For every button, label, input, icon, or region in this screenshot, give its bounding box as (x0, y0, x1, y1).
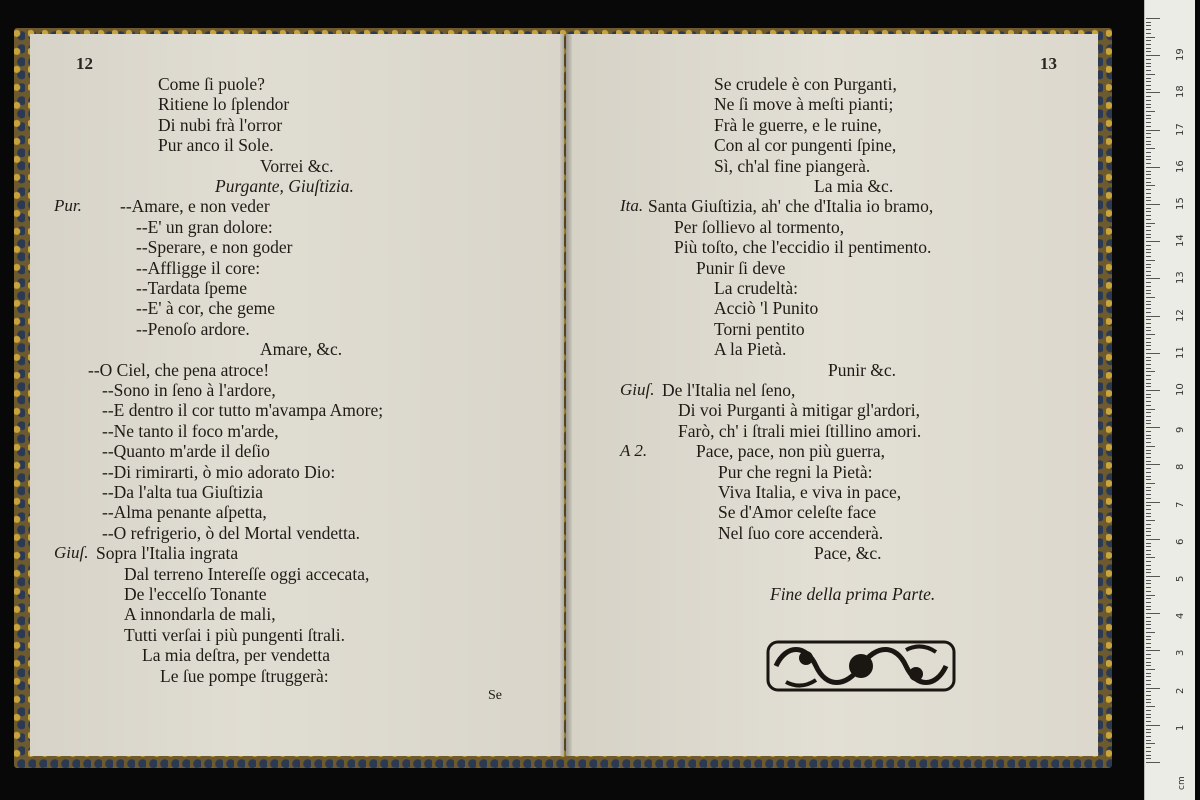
ruler-tick (1146, 275, 1151, 276)
ruler-tick (1146, 130, 1160, 131)
ruler-tick (1146, 89, 1151, 90)
ruler-tick (1146, 323, 1151, 324)
ruler-tick (1146, 271, 1151, 272)
right-page (566, 34, 1098, 756)
ruler-tick (1146, 717, 1151, 718)
ruler-tick (1146, 386, 1151, 387)
ruler-tick (1146, 516, 1151, 517)
ruler-tick (1146, 714, 1151, 715)
ruler-tick (1146, 215, 1151, 216)
ruler-tick (1146, 383, 1151, 384)
ruler-number: 19 (1175, 48, 1186, 62)
ruler-number: 9 (1175, 426, 1186, 434)
verse-line: --Sono in ſeno à l'ardore, (102, 380, 276, 400)
ruler-tick (1146, 353, 1160, 354)
ruler-tick (1146, 420, 1151, 421)
verse-line: Di voi Purganti à mitigar gl'ardori, (678, 400, 920, 421)
ruler-tick (1146, 163, 1151, 164)
ruler-tick (1146, 100, 1151, 101)
verse-line: Pace, pace, non più guerra, (696, 441, 886, 462)
ruler-tick (1146, 676, 1151, 677)
ruler-tick (1146, 450, 1151, 451)
verse-line: Punir ſi deve (696, 257, 786, 278)
ruler-tick (1146, 743, 1155, 744)
ruler-tick (1146, 66, 1151, 67)
ruler-tick (1146, 572, 1151, 573)
ruler-tick (1146, 751, 1151, 752)
ruler-tick (1146, 632, 1155, 633)
ruler-tick (1146, 293, 1151, 294)
verse-line: La mia deſtra, per vendetta (142, 645, 331, 666)
verse-line: De l'Italia nel ſeno, (662, 380, 796, 400)
ruler-tick (1146, 624, 1151, 625)
verse-line: Pur anco il Sole. (158, 135, 274, 156)
ruler-tick (1146, 617, 1151, 618)
ruler-number: 10 (1175, 383, 1186, 396)
ruler-tick (1146, 446, 1155, 447)
verse-line: De l'eccelſo Tonante (124, 584, 267, 604)
left-page (30, 34, 564, 756)
ruler-tick (1146, 126, 1151, 127)
ruler-tick (1146, 375, 1151, 376)
ruler-tick (1146, 412, 1151, 413)
ruler-tick (1146, 524, 1151, 525)
ruler-tick (1146, 159, 1151, 160)
ruler-tick (1146, 59, 1151, 60)
ruler-tick (1146, 171, 1151, 172)
ruler-tick (1146, 286, 1151, 287)
ruler-tick (1146, 304, 1151, 305)
ruler-tick (1146, 729, 1151, 730)
ruler-tick (1146, 606, 1151, 607)
ruler-tick (1146, 85, 1151, 86)
ruler-tick (1146, 587, 1151, 588)
ruler-tick (1146, 479, 1151, 480)
ruler-tick (1146, 338, 1151, 339)
ruler-tick (1146, 182, 1151, 183)
verse-line: --O Ciel, che pena atroce! (88, 359, 270, 380)
ruler-tick (1146, 334, 1155, 335)
ruler-tick (1146, 509, 1151, 510)
verse-line: --Da l'alta tua Giuſtizia (102, 482, 264, 502)
ruler-tick (1146, 18, 1160, 19)
ruler-tick (1146, 513, 1151, 514)
verse-line: Torni pentito (714, 318, 805, 339)
verse-line: --Affligge il core: (136, 257, 261, 278)
ruler-tick (1146, 490, 1151, 491)
ruler-tick (1146, 721, 1151, 722)
ruler-tick (1146, 654, 1151, 655)
ruler-tick (1146, 569, 1151, 570)
ruler-tick (1146, 583, 1151, 584)
ruler-tick (1146, 464, 1160, 465)
verse-line: Ne ſi move à meſti pianti; (714, 94, 894, 115)
ruler-tick (1146, 595, 1155, 596)
page-number-right: 13 (1040, 54, 1057, 73)
ruler-tick (1146, 691, 1151, 692)
ruler-tick (1146, 70, 1151, 71)
ruler-tick (1146, 223, 1155, 224)
ruler-number: 8 (1175, 464, 1186, 471)
ruler-tick (1146, 96, 1151, 97)
verse-line: Nel ſuo core accenderà. (718, 522, 884, 543)
ruler-tick (1146, 401, 1151, 402)
ruler-tick (1146, 405, 1151, 406)
ruler-tick (1146, 122, 1151, 123)
ruler-tick (1146, 204, 1160, 205)
ruler-tick (1146, 22, 1151, 23)
verse-line: Sì, ch'al fine piangerà. (714, 155, 871, 176)
ruler-tick (1146, 78, 1151, 79)
ruler-tick (1146, 55, 1160, 56)
ruler-tick (1146, 342, 1151, 343)
ruler-tick (1146, 502, 1160, 503)
ruler-tick (1146, 51, 1151, 52)
ruler-tick (1146, 137, 1151, 138)
verse-line: Viva Italia, e viva in pace, (718, 482, 902, 502)
ruler-tick (1146, 330, 1151, 331)
ruler-tick (1146, 699, 1151, 700)
ruler-tick (1146, 200, 1151, 201)
ruler-tick (1146, 461, 1151, 462)
ruler-tick (1146, 528, 1151, 529)
ruler-tick (1146, 669, 1155, 670)
verse-line: Pur che regni la Pietà: (718, 461, 873, 482)
verse-line: Come ſi puole? (158, 74, 265, 94)
ruler-tick (1146, 111, 1155, 112)
catchword: Se (488, 688, 502, 703)
verse-line: --E' à cor, che geme (136, 298, 275, 319)
ruler-tick (1146, 167, 1160, 168)
ruler-number: 12 (1175, 308, 1186, 322)
ruler-tick (1146, 483, 1155, 484)
ruler-number: 4 (1175, 612, 1186, 620)
verse-line: --Quanto m'arde il deſio (102, 441, 270, 462)
ruler-tick (1146, 505, 1151, 506)
ruler-tick (1146, 427, 1160, 428)
ruler-number: 17 (1175, 122, 1186, 136)
ruler-tick (1146, 308, 1151, 309)
ruler-number: 5 (1175, 575, 1186, 582)
ruler-tick (1146, 193, 1151, 194)
verse-line: --E dentro il cor tutto m'avampa Amore; (102, 400, 384, 421)
verse-line: Più toſto, che l'eccidio il pentimento. (674, 237, 932, 258)
ruler-tick (1146, 245, 1151, 246)
verse-line: Dal terreno Intereſſe oggi accecata, (124, 563, 370, 584)
ruler-tick (1146, 316, 1160, 317)
verse-line: Frà le guerre, e le ruine, (714, 114, 882, 135)
ruler-tick (1146, 118, 1151, 119)
ruler-tick (1146, 74, 1155, 75)
ruler-tick (1146, 453, 1151, 454)
ruler-tick (1146, 736, 1151, 737)
ruler-tick (1146, 174, 1151, 175)
ruler-tick (1146, 636, 1151, 637)
verse-line: --Tardata ſpeme (136, 278, 247, 298)
verse-line: --Amare, e non veder (120, 196, 270, 217)
verse-line: --Ne tanto il foco m'arde, (102, 420, 279, 441)
ruler-tick (1146, 476, 1151, 477)
ruler-tick (1146, 435, 1151, 436)
verse-line: --O refrigerio, ò del Mortal vendetta. (102, 522, 361, 543)
ruler-tick (1146, 29, 1151, 30)
ruler-tick (1146, 40, 1151, 41)
ruler-tick (1146, 107, 1151, 108)
ruler-tick (1146, 613, 1160, 614)
ruler-tick (1146, 550, 1151, 551)
ruler-tick (1146, 156, 1151, 157)
ruler-number: 14 (1175, 234, 1186, 248)
ruler-number: 15 (1175, 197, 1186, 210)
ruler-tick (1146, 104, 1151, 105)
ruler-tick (1146, 290, 1151, 291)
ruler-number: 3 (1175, 650, 1186, 657)
ruler-tick (1146, 197, 1151, 198)
ruler-number: 16 (1175, 160, 1186, 173)
verse-line: Fine della prima Parte. (770, 584, 936, 604)
ruler-tick (1146, 364, 1151, 365)
ruler-tick (1146, 282, 1151, 283)
speaker-label: Ita. (620, 196, 644, 216)
book-gutter (560, 34, 572, 756)
ruler-tick (1146, 249, 1151, 250)
ruler-tick (1146, 639, 1151, 640)
ruler-tick (1146, 81, 1151, 82)
ruler-tick (1146, 357, 1151, 358)
ruler-tick (1146, 695, 1151, 696)
ruler-tick (1146, 762, 1160, 763)
ruler-tick (1146, 710, 1151, 711)
ruler-tick (1146, 706, 1155, 707)
ruler-tick (1146, 92, 1160, 93)
verse-line: Acciò 'l Punito (714, 298, 819, 319)
ruler-tick (1146, 115, 1151, 116)
printers-ornament (766, 634, 956, 698)
ruler-tick (1146, 256, 1151, 257)
verse-line: La mia &c. (814, 176, 894, 196)
ruler-tick (1146, 409, 1155, 410)
ruler-tick (1146, 25, 1151, 26)
ruler-tick (1146, 141, 1151, 142)
ruler-tick (1146, 219, 1151, 220)
ruler-tick (1146, 148, 1155, 149)
ruler-tick (1146, 725, 1160, 726)
ruler-tick (1146, 543, 1151, 544)
ruler-tick (1146, 673, 1151, 674)
verse-line: Amare, &c. (260, 339, 343, 360)
ruler-tick (1146, 487, 1151, 488)
ruler-tick (1146, 758, 1151, 759)
verse-line: Tutti verſai i più pungenti ſtrali. (124, 624, 346, 645)
ruler-tick (1146, 565, 1151, 566)
ruler-number: 13 (1175, 271, 1186, 285)
verse-line: Farò, ch' i ſtrali miei ſtillino amori. (678, 420, 922, 441)
ruler-number: 11 (1175, 346, 1186, 359)
ruler-tick (1146, 360, 1151, 361)
verse-line: Le ſue pompe ſtruggerà: (160, 665, 329, 686)
verse-line: --Di rimirarti, ò mio adorato Dio: (102, 461, 336, 482)
ruler-tick (1146, 226, 1151, 227)
verse-line: --Penoſo ardore. (136, 318, 250, 339)
ruler-tick (1146, 621, 1151, 622)
ruler-tick (1146, 133, 1151, 134)
speaker-label: Giuſ. (54, 543, 89, 563)
ruler-tick (1146, 394, 1151, 395)
ruler-number: 7 (1175, 501, 1186, 508)
verse-line: A la Pietà. (714, 339, 787, 360)
ruler-tick (1146, 301, 1151, 302)
ruler-tick (1146, 368, 1151, 369)
ruler-tick (1146, 312, 1151, 313)
ruler-number: 1 (1175, 724, 1186, 731)
ruler-tick (1146, 755, 1151, 756)
ruler-tick (1146, 189, 1151, 190)
ruler-tick (1146, 457, 1151, 458)
ruler-tick (1146, 643, 1151, 644)
ruler-tick (1146, 747, 1151, 748)
verse-line: --Sperare, e non goder (136, 237, 293, 258)
ruler-tick (1146, 211, 1151, 212)
ruler-tick (1146, 37, 1155, 38)
ruler-tick (1146, 390, 1160, 391)
verse-line: Se crudele è con Purganti, (714, 74, 897, 94)
ruler-tick (1146, 591, 1151, 592)
verse-line: --E' un gran dolore: (136, 216, 273, 237)
ruler-tick (1146, 44, 1151, 45)
ruler-tick (1146, 732, 1151, 733)
ruler-tick (1146, 494, 1151, 495)
ruler-tick (1146, 442, 1151, 443)
ruler-tick (1146, 580, 1151, 581)
ruler-tick (1146, 260, 1155, 261)
ruler-tick (1146, 602, 1151, 603)
verse-line: Sopra l'Italia ingrata (96, 543, 239, 564)
ruler-tick (1146, 554, 1151, 555)
ruler-tick (1146, 278, 1160, 279)
ruler-tick (1146, 650, 1160, 651)
verse-line: Vorrei &c. (260, 155, 334, 176)
verse-line: Di nubi frà l'orror (158, 114, 283, 135)
ruler-unit: cm (1177, 776, 1187, 790)
ruler-tick (1146, 702, 1151, 703)
verse-line: Purgante, Giuſtizia. (215, 176, 354, 196)
ruler-tick (1146, 628, 1151, 629)
ruler-tick (1146, 48, 1151, 49)
ruler-tick (1146, 658, 1151, 659)
ruler-tick (1146, 327, 1151, 328)
ruler-tick (1146, 498, 1151, 499)
ruler-tick (1146, 208, 1151, 209)
verse-line: Punir &c. (828, 359, 897, 380)
ruler-tick (1146, 688, 1160, 689)
ruler-tick (1146, 267, 1151, 268)
ruler-tick (1146, 264, 1151, 265)
ruler-tick (1146, 609, 1151, 610)
ruler-tick (1146, 252, 1151, 253)
ruler-tick (1146, 349, 1151, 350)
ruler-tick (1146, 178, 1151, 179)
ruler-tick (1146, 665, 1151, 666)
ruler-tick (1146, 397, 1151, 398)
verse-line: Se d'Amor celeſte face (718, 502, 877, 523)
ruler-number: 2 (1175, 687, 1186, 694)
ruler-tick (1146, 546, 1151, 547)
ruler-tick (1146, 576, 1160, 577)
ruler-tick (1146, 438, 1151, 439)
ruler-tick (1146, 63, 1151, 64)
ruler-tick (1146, 535, 1151, 536)
ruler-tick (1146, 431, 1151, 432)
ruler-tick (1146, 144, 1151, 145)
ruler-tick (1146, 297, 1155, 298)
ruler-tick (1146, 531, 1151, 532)
speaker-label: Giuſ. (620, 380, 655, 399)
verse-line: Pace, &c. (814, 543, 882, 564)
ruler-tick (1146, 230, 1151, 231)
speaker-label: Pur. (54, 196, 82, 216)
ruler-tick (1146, 647, 1151, 648)
ruler-tick (1146, 740, 1151, 741)
ruler-tick (1146, 539, 1160, 540)
ruler-tick (1146, 237, 1151, 238)
ruler-tick (1146, 33, 1151, 34)
ruler-tick (1146, 557, 1155, 558)
ruler-tick (1146, 185, 1155, 186)
ruler-tick (1146, 319, 1151, 320)
verse-line: --Alma penante aſpetta, (102, 502, 267, 523)
ruler-tick (1146, 416, 1151, 417)
page-number-left: 12 (76, 54, 93, 73)
verse-line: Ritiene lo ſplendor (158, 94, 290, 115)
verse-line: A innondarla de mali, (124, 604, 276, 625)
measurement-ruler (1144, 0, 1195, 800)
ruler-tick (1146, 662, 1151, 663)
ruler-tick (1146, 520, 1155, 521)
verse-line: La crudeltà: (714, 278, 799, 298)
verse-line: Santa Giuſtizia, ah' che d'Italia io bramo, (648, 196, 934, 217)
verse-line: Con al cor pungenti ſpine, (714, 135, 897, 156)
ruler-tick (1146, 241, 1160, 242)
ruler-number: 18 (1175, 85, 1186, 99)
ruler-number: 6 (1175, 538, 1186, 545)
ruler-tick (1146, 423, 1151, 424)
ruler-tick (1146, 561, 1151, 562)
speaker-label: A 2. (620, 441, 648, 461)
ruler-tick (1146, 152, 1151, 153)
ruler-tick (1146, 684, 1151, 685)
ruler-tick (1146, 472, 1151, 473)
verse-line: Per ſollievo al tormento, (674, 216, 845, 237)
ruler-tick (1146, 234, 1151, 235)
ruler-tick (1146, 379, 1151, 380)
ruler-tick (1146, 371, 1155, 372)
ruler-tick (1146, 345, 1151, 346)
ruler-tick (1146, 468, 1151, 469)
ruler-tick (1146, 598, 1151, 599)
ruler-tick (1146, 680, 1151, 681)
